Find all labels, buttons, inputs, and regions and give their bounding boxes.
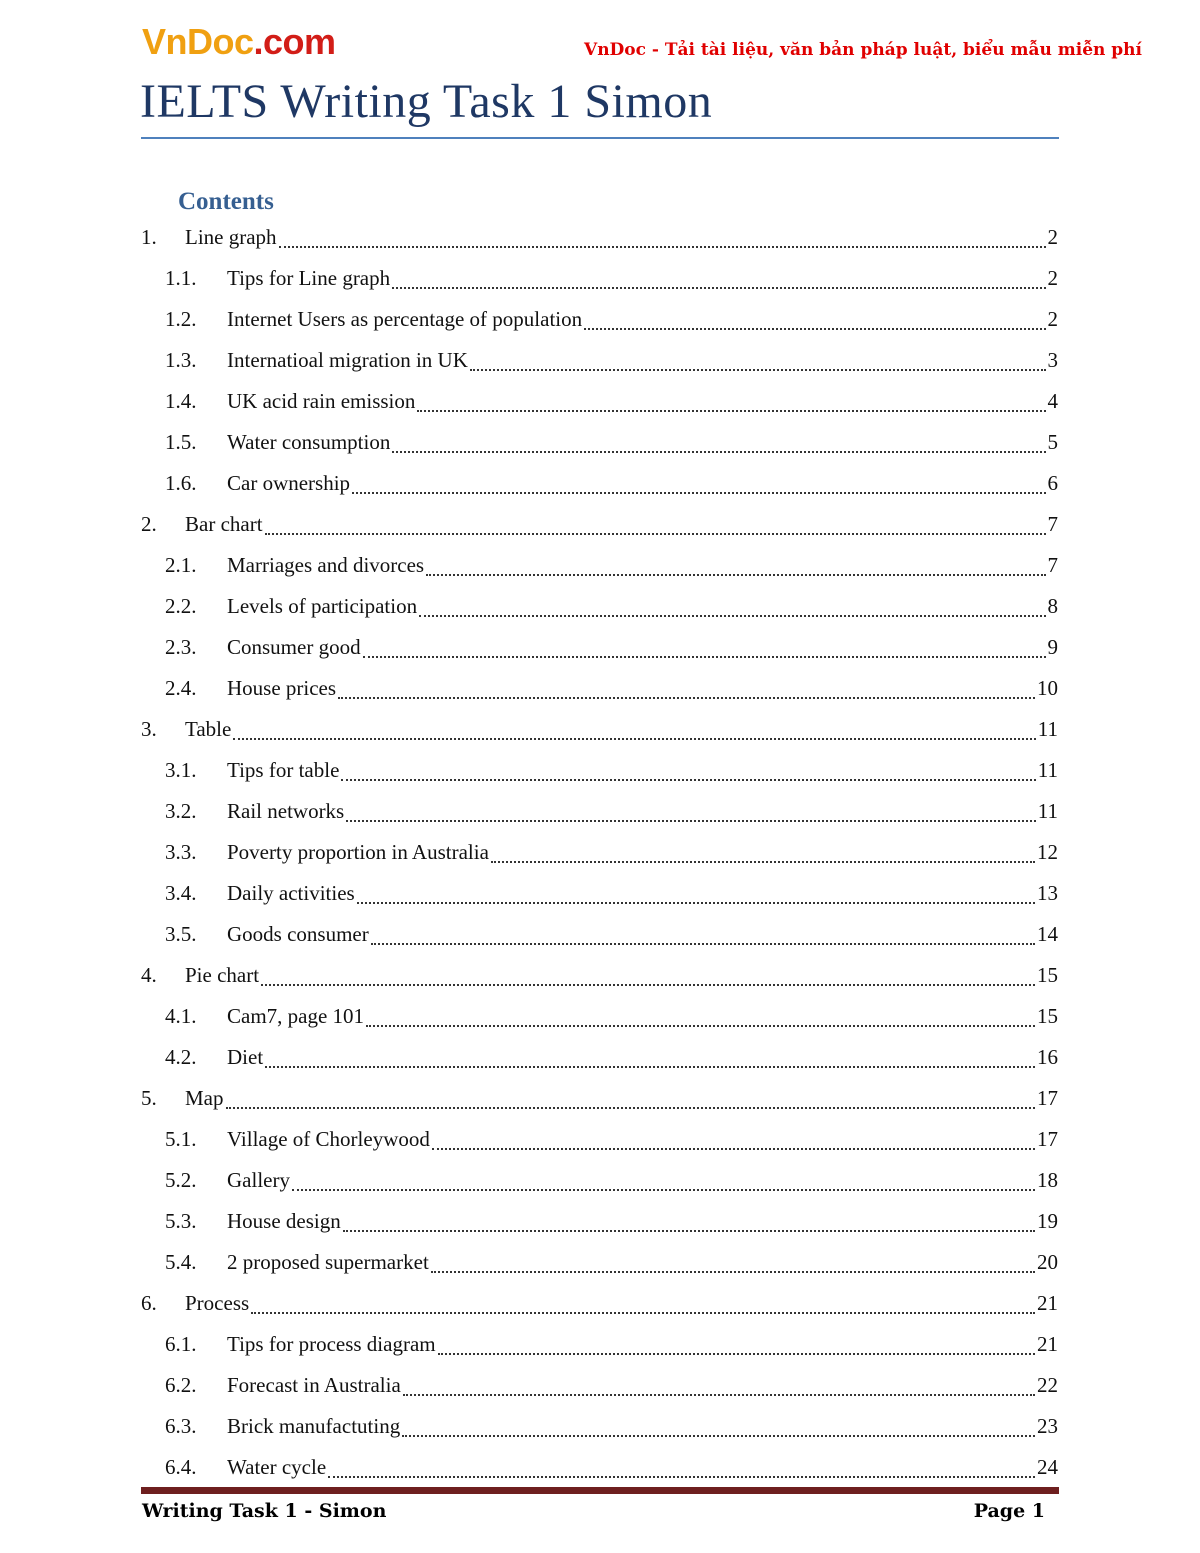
toc-dot-leader xyxy=(343,1230,1035,1232)
toc-section-link[interactable] xyxy=(141,708,1058,749)
toc-subsection-link[interactable] xyxy=(141,462,1058,503)
toc-entry-title: Gallery xyxy=(227,1167,290,1192)
toc-dot-leader xyxy=(341,779,1035,781)
toc-entry-number: 3.2. xyxy=(165,798,197,823)
toc-section-link[interactable] xyxy=(141,1077,1058,1118)
toc-subsection-link[interactable] xyxy=(141,913,1058,954)
toc-entry-title: House prices xyxy=(227,675,337,700)
toc-entry-page-number: 6 xyxy=(1047,470,1058,495)
toc-entry-number: 2.1. xyxy=(165,552,197,577)
toc-entry-page-number: 12 xyxy=(1037,839,1058,864)
toc-dot-leader xyxy=(403,1394,1035,1396)
toc-entry-title: Goods consumer xyxy=(227,921,369,946)
toc-entry-title: Brick manufactuting xyxy=(227,1413,401,1438)
toc-dot-leader xyxy=(491,861,1035,863)
contents-heading: Contents xyxy=(178,188,274,215)
toc-section-link[interactable] xyxy=(141,954,1058,995)
toc-section-link[interactable] xyxy=(141,216,1058,257)
toc-subsection-link[interactable] xyxy=(141,257,1058,298)
footer-divider xyxy=(141,1487,1059,1494)
toc-entry-title: Internatioal migration in UK xyxy=(227,347,468,372)
toc-dot-leader xyxy=(346,820,1036,822)
toc-entry-number: 3. xyxy=(141,716,157,741)
toc-section-link[interactable] xyxy=(141,503,1058,544)
toc-entry-page-number: 13 xyxy=(1037,880,1058,905)
toc-entry-number: 4.1. xyxy=(165,1003,197,1028)
toc-entry-page-number: 3 xyxy=(1047,347,1058,372)
toc-entry-page-number: 15 xyxy=(1037,1003,1058,1028)
toc-subsection-link[interactable] xyxy=(141,995,1058,1036)
toc-entry-page-number: 24 xyxy=(1037,1454,1058,1479)
toc-entry-page-number: 8 xyxy=(1047,593,1058,618)
toc-subsection-link[interactable] xyxy=(141,1323,1058,1364)
toc-entry-page-number: 17 xyxy=(1037,1126,1058,1151)
toc-dot-leader xyxy=(363,656,1046,658)
toc-subsection-link[interactable] xyxy=(141,1241,1058,1282)
toc-entry-page-number: 15 xyxy=(1037,962,1058,987)
toc-dot-leader xyxy=(352,492,1045,494)
toc-entry-title: Daily activities xyxy=(227,880,355,905)
toc-entry-page-number: 22 xyxy=(1037,1372,1058,1397)
toc-subsection-link[interactable] xyxy=(141,1159,1058,1200)
header-tagline: VnDoc - Tải tài liệu, văn bản pháp luật, biểu mẫu miễn phí xyxy=(584,40,1142,60)
toc-dot-leader xyxy=(392,451,1045,453)
toc-entry-page-number: 21 xyxy=(1037,1290,1058,1315)
toc-subsection-link[interactable] xyxy=(141,1364,1058,1405)
toc-entry-title: Process xyxy=(185,1290,250,1315)
toc-entry-page-number: 20 xyxy=(1037,1249,1058,1274)
toc-entry-title: Tips for table xyxy=(227,757,340,782)
toc-entry-number: 3.1. xyxy=(165,757,197,782)
toc-dot-leader xyxy=(438,1353,1035,1355)
vndoc-logo[interactable] xyxy=(142,22,336,62)
toc-entry-page-number: 11 xyxy=(1037,757,1058,782)
toc-entry-title: 2 proposed supermarket xyxy=(227,1249,429,1274)
toc-entry-number: 5.4. xyxy=(165,1249,197,1274)
toc-dot-leader xyxy=(366,1025,1035,1027)
toc-entry-title: Internet Users as percentage of population xyxy=(227,306,583,331)
toc-entry-number: 1.6. xyxy=(165,470,197,495)
toc-entry-number: 2.4. xyxy=(165,675,197,700)
document-title: IELTS Writing Task 1 Simon xyxy=(140,75,713,128)
toc-entry-number: 4. xyxy=(141,962,157,987)
toc-entry-title: Rail networks xyxy=(227,798,345,823)
toc-entry-number: 1.4. xyxy=(165,388,197,413)
toc-entry-page-number: 18 xyxy=(1037,1167,1058,1192)
toc-subsection-link[interactable] xyxy=(141,1405,1058,1446)
toc-entry-number: 2.3. xyxy=(165,634,197,659)
toc-entry-number: 6.1. xyxy=(165,1331,197,1356)
toc-entry-title: Pie chart xyxy=(185,962,260,987)
toc-dot-leader xyxy=(426,574,1045,576)
toc-dot-leader xyxy=(417,410,1045,412)
toc-subsection-link[interactable] xyxy=(141,872,1058,913)
toc-dot-leader xyxy=(265,533,1046,535)
toc-entry-title: UK acid rain emission xyxy=(227,388,416,413)
toc-entry-number: 3.4. xyxy=(165,880,197,905)
toc-entry-number: 1.1. xyxy=(165,265,197,290)
toc-entry-title: Tips for Line graph xyxy=(227,265,391,290)
toc-subsection-link[interactable] xyxy=(141,790,1058,831)
toc-entry-title: Water cycle xyxy=(227,1454,327,1479)
toc-entry-title: Line graph xyxy=(185,224,277,249)
toc-dot-leader xyxy=(265,1066,1035,1068)
toc-entry-number: 5.3. xyxy=(165,1208,197,1233)
footer-page-number: Page 1 xyxy=(973,1500,1045,1522)
toc-subsection-link[interactable] xyxy=(141,585,1058,626)
toc-entry-page-number: 10 xyxy=(1037,675,1058,700)
toc-entry-number: 2. xyxy=(141,511,157,536)
toc-entry-title: Levels of participation xyxy=(227,593,418,618)
toc-subsection-link[interactable] xyxy=(141,544,1058,585)
toc-entry-page-number: 19 xyxy=(1037,1208,1058,1233)
toc-entry-number: 6.3. xyxy=(165,1413,197,1438)
logo-text-vndoc: VnDoc xyxy=(142,21,254,62)
toc-entry-page-number: 11 xyxy=(1037,716,1058,741)
toc-entry-page-number: 2 xyxy=(1047,265,1058,290)
toc-entry-page-number: 4 xyxy=(1047,388,1058,413)
toc-entry-title: Map xyxy=(185,1085,224,1110)
toc-entry-title: Car ownership xyxy=(227,470,351,495)
toc-dot-leader xyxy=(251,1312,1035,1314)
toc-entry-title: Cam7, page 101 xyxy=(227,1003,365,1028)
toc-subsection-link[interactable] xyxy=(141,1036,1058,1077)
toc-entry-title: Table xyxy=(185,716,232,741)
toc-subsection-link[interactable] xyxy=(141,339,1058,380)
toc-entry-number: 2.2. xyxy=(165,593,197,618)
toc-dot-leader xyxy=(432,1148,1035,1150)
toc-subsection-link[interactable] xyxy=(141,380,1058,421)
toc-entry-number: 3.3. xyxy=(165,839,197,864)
toc-dot-leader xyxy=(338,697,1035,699)
toc-entry-number: 1.5. xyxy=(165,429,197,454)
toc-subsection-link[interactable] xyxy=(141,421,1058,462)
toc-entry-number: 1.2. xyxy=(165,306,197,331)
toc-entry-page-number: 5 xyxy=(1047,429,1058,454)
toc-dot-leader xyxy=(279,246,1046,248)
toc-entry-number: 6.2. xyxy=(165,1372,197,1397)
toc-subsection-link[interactable] xyxy=(141,298,1058,339)
toc-subsection-link[interactable] xyxy=(141,1118,1058,1159)
toc-entry-title: Poverty proportion in Australia xyxy=(227,839,489,864)
table-of-contents xyxy=(141,216,1058,1487)
toc-dot-leader xyxy=(470,369,1046,371)
toc-entry-number: 6.4. xyxy=(165,1454,197,1479)
toc-entry-number: 1.3. xyxy=(165,347,197,372)
toc-section-link[interactable] xyxy=(141,1282,1058,1323)
toc-entry-number: 1. xyxy=(141,224,157,249)
toc-dot-leader xyxy=(371,943,1035,945)
footer-document-name: Writing Task 1 - Simon xyxy=(142,1500,387,1522)
toc-dot-leader xyxy=(357,902,1035,904)
toc-subsection-link[interactable] xyxy=(141,831,1058,872)
toc-subsection-link[interactable] xyxy=(141,626,1058,667)
toc-subsection-link[interactable] xyxy=(141,1200,1058,1241)
toc-subsection-link[interactable] xyxy=(141,749,1058,790)
toc-entry-number: 5.1. xyxy=(165,1126,197,1151)
toc-entry-page-number: 16 xyxy=(1037,1044,1058,1069)
toc-entry-page-number: 14 xyxy=(1037,921,1058,946)
toc-dot-leader xyxy=(261,984,1035,986)
toc-subsection-link[interactable] xyxy=(141,667,1058,708)
toc-entry-number: 5.2. xyxy=(165,1167,197,1192)
toc-dot-leader xyxy=(431,1271,1035,1273)
toc-entry-title: Diet xyxy=(227,1044,264,1069)
toc-entry-title: Tips for process diagram xyxy=(227,1331,436,1356)
toc-dot-leader xyxy=(402,1435,1035,1437)
toc-entry-page-number: 21 xyxy=(1037,1331,1058,1356)
toc-entry-number: 4.2. xyxy=(165,1044,197,1069)
toc-dot-leader xyxy=(419,615,1045,617)
toc-entry-page-number: 9 xyxy=(1047,634,1058,659)
toc-entry-title: Village of Chorleywood xyxy=(227,1126,430,1151)
toc-entry-page-number: 23 xyxy=(1037,1413,1058,1438)
toc-dot-leader xyxy=(392,287,1045,289)
logo-text-com: .com xyxy=(253,21,336,62)
toc-entry-number: 5. xyxy=(141,1085,157,1110)
toc-entry-page-number: 2 xyxy=(1047,306,1058,331)
toc-subsection-link[interactable] xyxy=(141,1446,1058,1487)
toc-entry-title: Consumer good xyxy=(227,634,361,659)
toc-entry-number: 3.5. xyxy=(165,921,197,946)
toc-entry-title: Water consumption xyxy=(227,429,391,454)
toc-entry-number: 6. xyxy=(141,1290,157,1315)
toc-entry-title: House design xyxy=(227,1208,341,1233)
toc-entry-title: Marriages and divorces xyxy=(227,552,425,577)
toc-dot-leader xyxy=(292,1189,1035,1191)
toc-entry-page-number: 2 xyxy=(1047,224,1058,249)
title-underline-divider xyxy=(141,137,1059,139)
toc-entry-title: Bar chart xyxy=(185,511,263,536)
toc-dot-leader xyxy=(584,328,1045,330)
toc-dot-leader xyxy=(328,1476,1035,1478)
toc-dot-leader xyxy=(226,1107,1036,1109)
toc-entry-page-number: 7 xyxy=(1047,552,1058,577)
toc-dot-leader xyxy=(233,738,1035,740)
toc-entry-page-number: 11 xyxy=(1037,798,1058,823)
toc-entry-title: Forecast in Australia xyxy=(227,1372,401,1397)
toc-entry-page-number: 7 xyxy=(1047,511,1058,536)
toc-entry-page-number: 17 xyxy=(1037,1085,1058,1110)
